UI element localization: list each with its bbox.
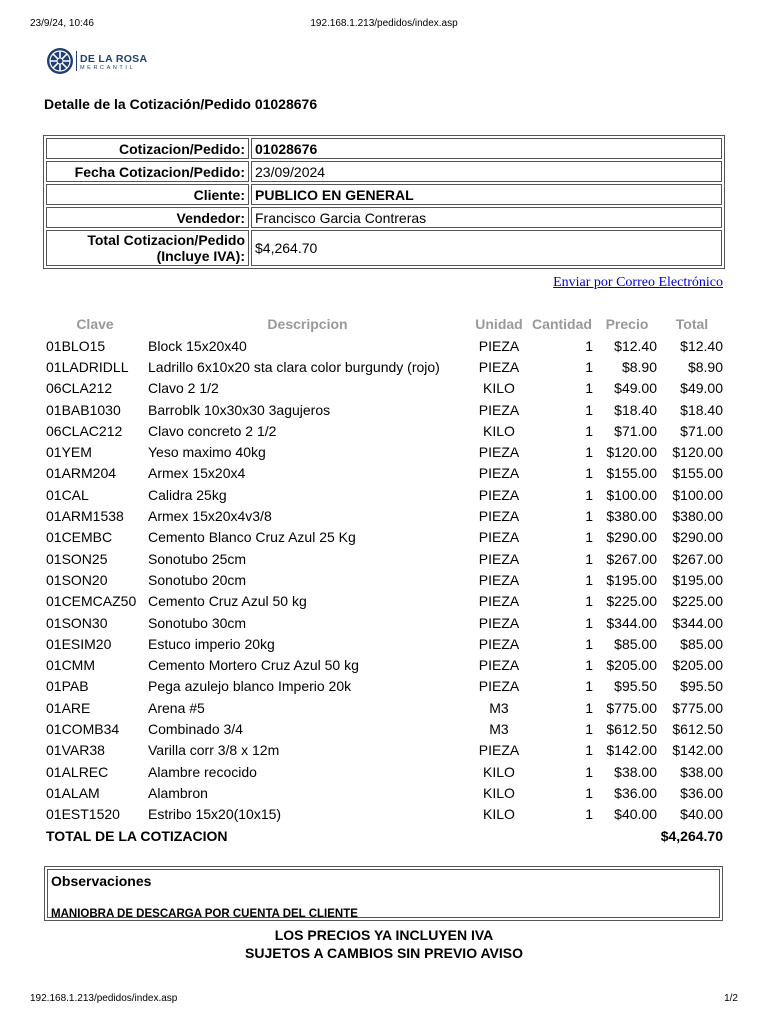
print-footer xyxy=(30,993,738,1007)
item-descripcion: Yeso maximo 40kg xyxy=(148,444,266,461)
item-clave: 01ESIM20 xyxy=(46,635,112,652)
item-row xyxy=(44,740,725,761)
item-descripcion: Pega azulejo blanco Imperio 20k xyxy=(148,678,352,695)
item-row xyxy=(44,484,725,505)
print-header xyxy=(30,18,738,32)
item-descripcion: Barroblk 10x30x30 3agujeros xyxy=(148,401,331,418)
item-descripcion: Alambre recocido xyxy=(148,763,257,780)
item-cantidad: 1 xyxy=(585,550,593,567)
items-table xyxy=(44,313,725,847)
item-unidad: PIEZA xyxy=(478,508,520,525)
item-row xyxy=(44,356,725,377)
observations-title: Observaciones xyxy=(51,873,152,889)
item-unidad: PIEZA xyxy=(478,401,520,418)
item-clave: 01PAB xyxy=(46,678,89,695)
item-cantidad: 1 xyxy=(585,699,593,716)
col-descripcion: Descripcion xyxy=(267,316,348,332)
item-cantidad: 1 xyxy=(585,763,593,780)
item-descripcion: Combinado 3/4 xyxy=(148,720,243,737)
item-precio: $225.00 xyxy=(606,593,657,610)
item-descripcion: Cemento Cruz Azul 50 kg xyxy=(148,593,307,610)
item-precio: $195.00 xyxy=(606,571,657,588)
item-precio: $267.00 xyxy=(606,550,657,567)
info-row-cliente xyxy=(46,184,722,205)
item-clave: 01ALREC xyxy=(46,763,109,780)
item-row xyxy=(44,569,725,590)
item-clave: 01VAR38 xyxy=(46,742,105,759)
send-email-link[interactable]: Enviar por Correo Electrónico xyxy=(553,275,723,290)
logo-divider xyxy=(76,51,77,71)
item-cantidad: 1 xyxy=(585,337,593,354)
item-total: $36.00 xyxy=(680,784,723,801)
item-cantidad: 1 xyxy=(585,678,593,695)
item-unidad: PIEZA xyxy=(478,635,520,652)
item-precio: $12.40 xyxy=(614,337,657,354)
info-row-folio xyxy=(46,138,722,159)
item-clave: 01COMB34 xyxy=(46,720,120,737)
item-clave: 01CAL xyxy=(46,486,89,503)
item-clave: 01EST1520 xyxy=(46,806,120,823)
item-precio: $344.00 xyxy=(606,614,657,631)
folio-value: 01028676 xyxy=(251,138,722,159)
total-label xyxy=(46,230,249,266)
item-row xyxy=(44,527,725,548)
item-clave: 01CEMBC xyxy=(46,529,113,546)
item-row xyxy=(44,463,725,484)
item-cantidad: 1 xyxy=(585,422,593,439)
item-precio: $612.50 xyxy=(606,720,657,737)
notice-iva: LOS PRECIOS YA INCLUYEN IVA xyxy=(274,927,494,943)
item-descripcion: Arena #5 xyxy=(148,699,205,716)
item-unidad: PIEZA xyxy=(478,678,520,695)
footer-url: 192.168.1.213/pedidos/index.asp xyxy=(30,993,178,1004)
observations-box xyxy=(44,866,723,921)
col-total: Total xyxy=(675,316,709,332)
item-cantidad: 1 xyxy=(585,486,593,503)
item-clave: 01SON30 xyxy=(46,614,108,631)
item-cantidad: 1 xyxy=(585,465,593,482)
folio-label: Cotizacion/Pedido: xyxy=(46,138,249,159)
item-unidad: PIEZA xyxy=(478,614,520,631)
item-row xyxy=(44,612,725,633)
item-unidad: KILO xyxy=(483,422,515,439)
item-descripcion: Sonotubo 20cm xyxy=(148,571,247,588)
item-precio: $120.00 xyxy=(606,444,657,461)
item-cantidad: 1 xyxy=(585,806,593,823)
item-cantidad: 1 xyxy=(585,571,593,588)
item-precio: $95.50 xyxy=(614,678,657,695)
grand-total-label: TOTAL DE LA COTIZACION xyxy=(46,827,228,844)
item-precio: $290.00 xyxy=(606,529,657,546)
col-clave: Clave xyxy=(76,316,114,332)
item-precio: $71.00 xyxy=(614,422,657,439)
item-total: $85.00 xyxy=(680,635,723,652)
item-row xyxy=(44,399,725,420)
item-descripcion: Sonotubo 30cm xyxy=(148,614,247,631)
observations-text: MANIOBRA DE DESCARGA POR CUENTA DEL CLIENTE xyxy=(51,908,358,920)
vendedor-label: Vendedor: xyxy=(46,207,249,228)
items-header-row xyxy=(44,313,725,335)
item-cantidad: 1 xyxy=(585,720,593,737)
item-unidad: PIEZA xyxy=(478,486,520,503)
item-clave: 01SON20 xyxy=(46,571,108,588)
item-cantidad: 1 xyxy=(585,401,593,418)
item-clave: 01ARM204 xyxy=(46,465,117,482)
item-total: $612.50 xyxy=(672,720,723,737)
col-cantidad: Cantidad xyxy=(532,316,592,332)
item-precio: $775.00 xyxy=(606,699,657,716)
item-total: $142.00 xyxy=(672,742,723,759)
item-descripcion: Armex 15x20x4 xyxy=(148,465,246,482)
item-cantidad: 1 xyxy=(585,742,593,759)
item-cantidad: 1 xyxy=(585,444,593,461)
item-cantidad: 1 xyxy=(585,508,593,525)
quote-info-table xyxy=(43,135,725,269)
item-clave: 01SON25 xyxy=(46,550,108,567)
item-descripcion: Armex 15x20x4v3/8 xyxy=(148,508,272,525)
item-precio: $38.00 xyxy=(614,763,657,780)
item-descripcion: Cemento Blanco Cruz Azul 25 Kg xyxy=(148,529,356,546)
item-row xyxy=(44,378,725,399)
item-unidad: PIEZA xyxy=(478,529,520,546)
item-clave: 01ARE xyxy=(46,699,91,716)
item-unidad: PIEZA xyxy=(478,444,520,461)
cliente-label: Cliente: xyxy=(46,184,249,205)
item-cantidad: 1 xyxy=(585,657,593,674)
print-url: 192.168.1.213/pedidos/index.asp xyxy=(310,18,458,29)
total-value: $4,264.70 xyxy=(251,230,722,266)
item-total: $155.00 xyxy=(672,465,723,482)
item-descripcion: Varilla corr 3/8 x 12m xyxy=(148,742,280,759)
item-row xyxy=(44,761,725,782)
item-total: $380.00 xyxy=(672,508,723,525)
info-row-total xyxy=(46,230,722,266)
item-cantidad: 1 xyxy=(585,614,593,631)
info-row-vendedor xyxy=(46,207,722,228)
item-total: $71.00 xyxy=(680,422,723,439)
item-precio: $85.00 xyxy=(614,635,657,652)
item-row xyxy=(44,548,725,569)
item-row xyxy=(44,633,725,654)
item-descripcion: Calidra 25kg xyxy=(148,486,227,503)
page-title: Detalle de la Cotización/Pedido 01028676 xyxy=(44,96,318,112)
print-datetime: 23/9/24, 10:46 xyxy=(30,18,94,29)
item-clave: 01CMM xyxy=(46,657,96,674)
item-unidad: M3 xyxy=(489,699,509,716)
item-total: $49.00 xyxy=(680,380,723,397)
item-clave: 01LADRIDLL xyxy=(46,358,129,375)
item-clave: 06CLA212 xyxy=(46,380,113,397)
item-row xyxy=(44,505,725,526)
company-logo xyxy=(46,47,156,77)
item-row xyxy=(44,441,725,462)
total-label-line2: (Incluye IVA): xyxy=(156,248,245,264)
item-row xyxy=(44,676,725,697)
item-total: $38.00 xyxy=(680,763,723,780)
info-row-fecha xyxy=(46,161,722,182)
item-precio: $18.40 xyxy=(614,401,657,418)
col-unidad: Unidad xyxy=(475,316,523,332)
item-total: $12.40 xyxy=(680,337,723,354)
item-unidad: PIEZA xyxy=(478,657,520,674)
item-row xyxy=(44,804,725,825)
item-cantidad: 1 xyxy=(585,593,593,610)
observations-inner xyxy=(47,869,720,918)
fecha-label: Fecha Cotizacion/Pedido: xyxy=(46,161,249,182)
item-precio: $40.00 xyxy=(614,806,657,823)
item-descripcion: Clavo 2 1/2 xyxy=(148,380,219,397)
item-precio: $142.00 xyxy=(606,742,657,759)
item-precio: $49.00 xyxy=(614,380,657,397)
item-clave: 01ARM1538 xyxy=(46,508,124,525)
item-precio: $8.90 xyxy=(621,358,657,375)
item-unidad: PIEZA xyxy=(478,337,520,354)
page-number: 1/2 xyxy=(724,993,738,1004)
item-clave: 06CLAC212 xyxy=(46,422,123,439)
item-unidad: KILO xyxy=(483,763,515,780)
item-descripcion: Clavo concreto 2 1/2 xyxy=(148,422,277,439)
item-total: $225.00 xyxy=(672,593,723,610)
item-total: $8.90 xyxy=(687,358,723,375)
logo-subtitle: MERCANTIL xyxy=(80,65,136,71)
fecha-value: 23/09/2024 xyxy=(251,161,722,182)
item-unidad: PIEZA xyxy=(478,358,520,375)
item-descripcion: Sonotubo 25cm xyxy=(148,550,247,567)
item-unidad: KILO xyxy=(483,784,515,801)
item-row xyxy=(44,782,725,803)
item-descripcion: Estuco imperio 20kg xyxy=(148,635,275,652)
item-unidad: KILO xyxy=(483,806,515,823)
item-descripcion: Ladrillo 6x10x20 sta clara color burgundy (rojo) xyxy=(148,358,440,375)
item-total: $205.00 xyxy=(672,657,723,674)
item-precio: $36.00 xyxy=(614,784,657,801)
item-clave: 01ALAM xyxy=(46,784,100,801)
item-total: $40.00 xyxy=(680,806,723,823)
item-row xyxy=(44,654,725,675)
item-row xyxy=(44,697,725,718)
item-total: $120.00 xyxy=(672,444,723,461)
item-unidad: M3 xyxy=(489,720,509,737)
item-unidad: PIEZA xyxy=(478,593,520,610)
logo-name: DE LA ROSA xyxy=(80,53,148,65)
item-unidad: PIEZA xyxy=(478,742,520,759)
item-row xyxy=(44,420,725,441)
vendedor-value: Francisco Garcia Contreras xyxy=(251,207,722,228)
item-total: $775.00 xyxy=(672,699,723,716)
notice-changes: SUJETOS A CAMBIOS SIN PREVIO AVISO xyxy=(245,945,523,961)
item-total: $290.00 xyxy=(672,529,723,546)
item-total: $267.00 xyxy=(672,550,723,567)
item-descripcion: Cemento Mortero Cruz Azul 50 kg xyxy=(148,657,359,674)
item-precio: $380.00 xyxy=(606,508,657,525)
item-row xyxy=(44,718,725,739)
item-descripcion: Block 15x20x40 xyxy=(148,337,247,354)
item-cantidad: 1 xyxy=(585,380,593,397)
item-unidad: PIEZA xyxy=(478,550,520,567)
item-descripcion: Alambron xyxy=(148,784,208,801)
item-clave: 01YEM xyxy=(46,444,92,461)
item-clave: 01BLO15 xyxy=(46,337,106,354)
items-body xyxy=(44,335,725,825)
col-precio: Precio xyxy=(605,316,649,332)
item-precio: $205.00 xyxy=(606,657,657,674)
rose-emblem-icon xyxy=(46,47,74,75)
grand-total-value: $4,264.70 xyxy=(660,827,723,844)
grand-total-row xyxy=(44,825,725,847)
item-row xyxy=(44,591,725,612)
cliente-value: PUBLICO EN GENERAL xyxy=(251,184,722,205)
item-descripcion: Estribo 15x20(10x15) xyxy=(148,806,282,823)
total-label-line1: Total Cotizacion/Pedido xyxy=(87,232,245,248)
item-unidad: KILO xyxy=(483,380,515,397)
item-total: $95.50 xyxy=(680,678,723,695)
item-cantidad: 1 xyxy=(585,358,593,375)
item-unidad: PIEZA xyxy=(478,465,520,482)
item-unidad: PIEZA xyxy=(478,571,520,588)
item-precio: $100.00 xyxy=(606,486,657,503)
item-total: $100.00 xyxy=(672,486,723,503)
item-clave: 01BAB1030 xyxy=(46,401,121,418)
item-clave: 01CEMCAZ50 xyxy=(46,593,137,610)
item-total: $18.40 xyxy=(680,401,723,418)
item-cantidad: 1 xyxy=(585,784,593,801)
item-cantidad: 1 xyxy=(585,529,593,546)
item-total: $344.00 xyxy=(672,614,723,631)
item-total: $195.00 xyxy=(672,571,723,588)
item-row xyxy=(44,335,725,356)
item-precio: $155.00 xyxy=(606,465,657,482)
item-cantidad: 1 xyxy=(585,635,593,652)
